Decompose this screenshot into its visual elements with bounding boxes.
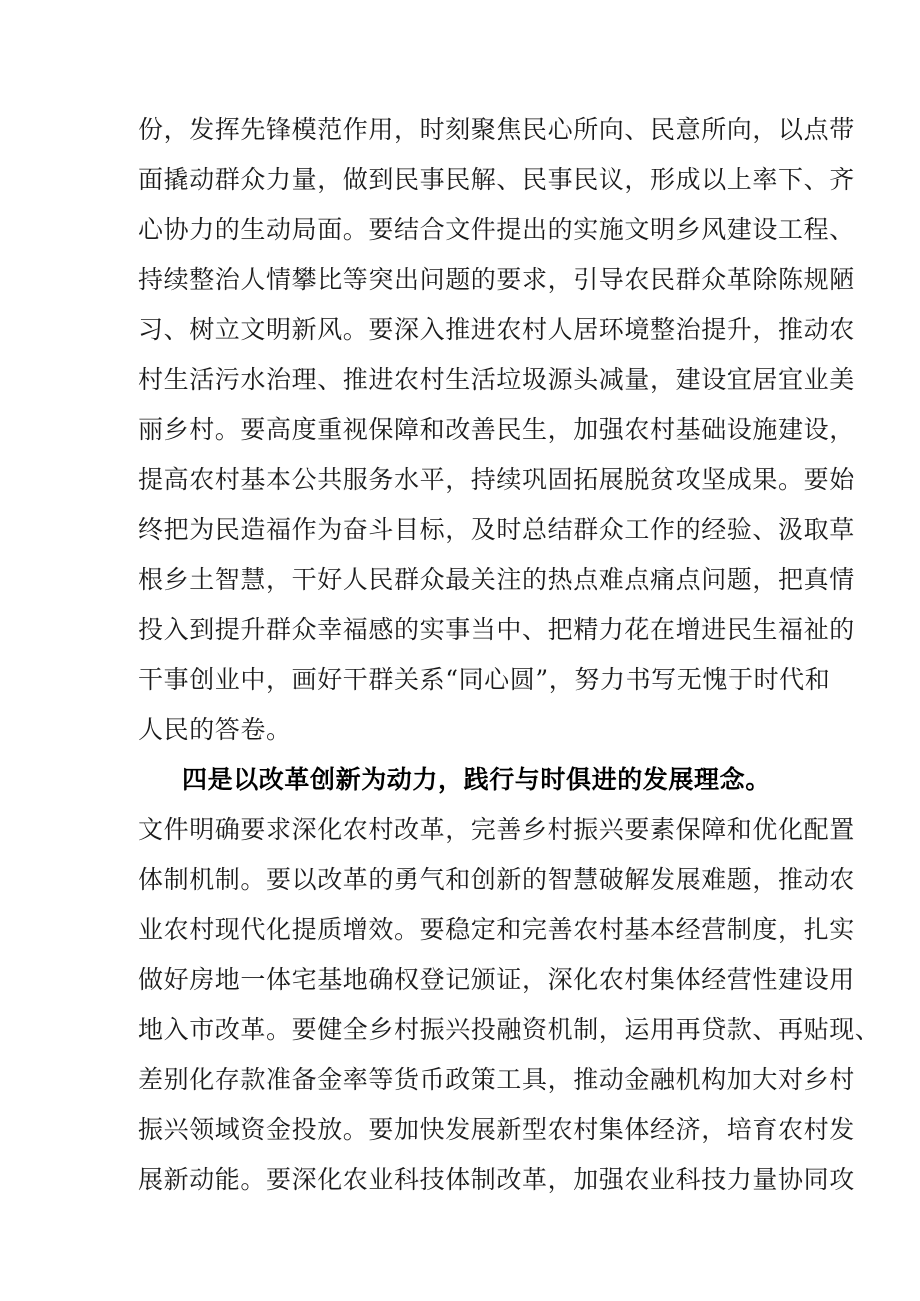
paragraph-line: 心协力的生动局面。要结合文件提出的实施文明乡风建设工程、 [138,215,855,244]
section-heading: 四是以改革创新为动力，践行与时俱进的发展理念。 [182,765,771,794]
paragraph-line: 投入到提升群众幸福感的实事当中、把精力花在增进民生福祉的 [138,615,855,644]
paragraph-line: 终把为民造福作为奋斗目标，及时总结群众工作的经验、汲取草 [138,515,855,544]
paragraph-line: 差别化存款准备金率等货币政策工具，推动金融机构加大对乡村 [138,1065,855,1094]
paragraph-line: 根乡土智慧，干好人民群众最关注的热点难点痛点问题，把真情 [138,565,855,594]
paragraph-line: 村生活污水治理、推进农村生活垃圾源头减量，建设宜居宜业美 [138,365,855,394]
paragraph-line: 干事创业中，画好干群关系“同心圆”，努力书写无愧于时代和 [138,665,831,694]
paragraph-line: 持续整治人情攀比等突出问题的要求，引导农民群众革除陈规陋 [138,265,855,294]
paragraph-line: 提高农村基本公共服务水平，持续巩固拓展脱贫攻坚成果。要始 [138,465,855,494]
paragraph-line: 份，发挥先锋模范作用，时刻聚焦民心所向、民意所向，以点带 [138,115,855,144]
paragraph-line: 体制机制。要以改革的勇气和创新的智慧破解发展难题，推动农 [138,865,855,894]
paragraph-line: 人民的答卷。 [138,715,292,744]
paragraph-line: 面撬动群众力量，做到民事民解、民事民议，形成以上率下、齐 [138,165,855,194]
paragraph-line: 展新动能。要深化农业科技体制改革，加强农业科技力量协同攻 [138,1165,855,1194]
paragraph-line: 振兴领域资金投放。要加快发展新型农村集体经济，培育农村发 [138,1115,855,1144]
paragraph-line: 业农村现代化提质增效。要稳定和完善农村基本经营制度，扎实 [138,915,855,944]
paragraph-line: 习、树立文明新风。要深入推进农村人居环境整治提升，推动农 [138,315,855,344]
paragraph-line: 做好房地一体宅基地确权登记颁证，深化农村集体经营性建设用 [138,965,855,994]
paragraph-line: 文件明确要求深化农村改革，完善乡村振兴要素保障和优化配置 [138,815,855,844]
paragraph-line: 丽乡村。要高度重视保障和改善民生，加强农村基础设施建设， [138,415,855,444]
paragraph-line: 地入市改革。要健全乡村振兴投融资机制，运用再贷款、再贴现、 [138,1015,881,1044]
